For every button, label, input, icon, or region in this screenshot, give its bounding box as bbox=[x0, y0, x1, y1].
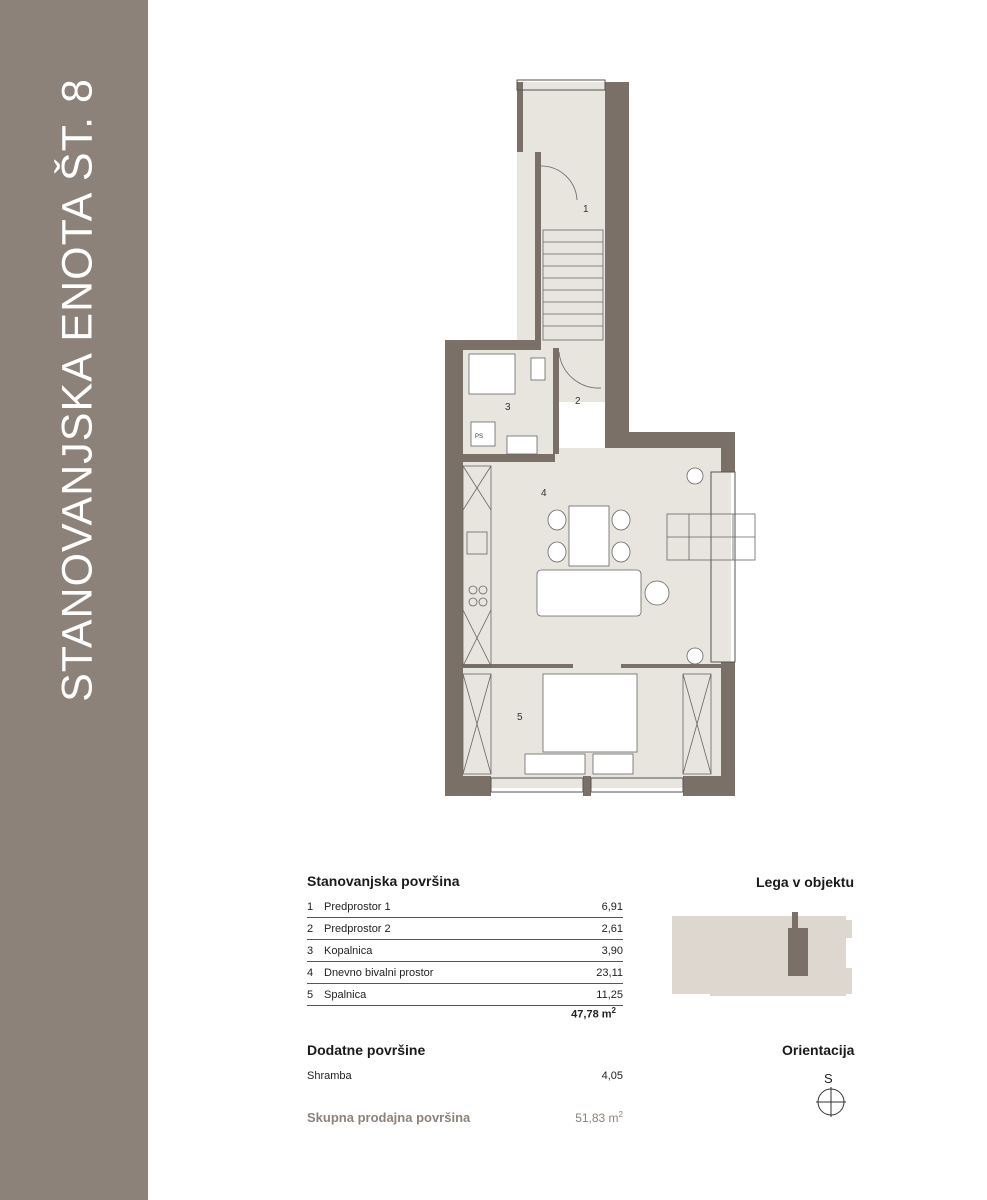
area-total-unit-sup: 2 bbox=[611, 1006, 616, 1015]
room-area: 11,25 bbox=[596, 988, 623, 1001]
table-row bbox=[307, 896, 623, 918]
room-name: Predprostor 2 bbox=[324, 922, 391, 935]
row-number: 2 bbox=[307, 922, 314, 935]
sales-row bbox=[307, 1110, 623, 1125]
table-row bbox=[307, 918, 623, 940]
orientation-letter: S bbox=[824, 1071, 833, 1086]
room-number-4: 4 bbox=[541, 488, 547, 499]
room-number-5: 5 bbox=[517, 712, 523, 723]
ps-label: PS bbox=[475, 434, 484, 440]
extra-name: Shramba bbox=[307, 1070, 352, 1082]
room-number-2: 2 bbox=[575, 396, 581, 407]
table-row bbox=[307, 940, 623, 962]
area-total-value: 47,78 m bbox=[571, 1008, 612, 1021]
orientation-heading: Orientacija bbox=[782, 1042, 855, 1058]
extra-row bbox=[307, 1070, 623, 1082]
sales-value-sup: 2 bbox=[618, 1110, 623, 1119]
table-row bbox=[307, 962, 623, 984]
row-number: 3 bbox=[307, 944, 314, 957]
lega-heading: Lega v objektu bbox=[756, 874, 855, 890]
room-number-3: 3 bbox=[505, 402, 511, 413]
sales-label: Skupna prodajna površina bbox=[307, 1110, 471, 1125]
room-name: Predprostor 1 bbox=[324, 900, 391, 913]
floor-plan bbox=[405, 70, 785, 810]
building-footprint bbox=[672, 912, 852, 996]
row-number: 4 bbox=[307, 966, 314, 979]
extra-heading: Dodatne površine bbox=[307, 1042, 426, 1058]
room-name: Kopalnica bbox=[324, 944, 373, 957]
unit-title: STANOVANJSKA ENOTA ŠT. 8 bbox=[53, 78, 102, 702]
room-area: 6,91 bbox=[601, 900, 623, 913]
room-area: 23,11 bbox=[596, 966, 623, 979]
table-row bbox=[307, 984, 623, 1006]
extra-value: 4,05 bbox=[601, 1070, 623, 1082]
room-area: 3,90 bbox=[601, 944, 623, 957]
row-number: 1 bbox=[307, 900, 314, 913]
room-name: Dnevno bivalni prostor bbox=[324, 966, 434, 979]
room-area: 2,61 bbox=[601, 922, 623, 935]
building-location-map bbox=[670, 908, 860, 1004]
row-number: 5 bbox=[307, 988, 314, 1001]
area-table bbox=[307, 896, 623, 1006]
room-number-1: 1 bbox=[583, 204, 589, 215]
room-name: Spalnica bbox=[324, 988, 367, 1001]
sales-value-text: 51,83 m bbox=[575, 1111, 619, 1125]
sidebar bbox=[0, 0, 148, 1200]
sales-value bbox=[575, 1110, 623, 1125]
area-total bbox=[520, 1006, 616, 1021]
area-heading: Stanovanjska površina bbox=[307, 873, 460, 889]
compass-icon bbox=[816, 1087, 846, 1117]
